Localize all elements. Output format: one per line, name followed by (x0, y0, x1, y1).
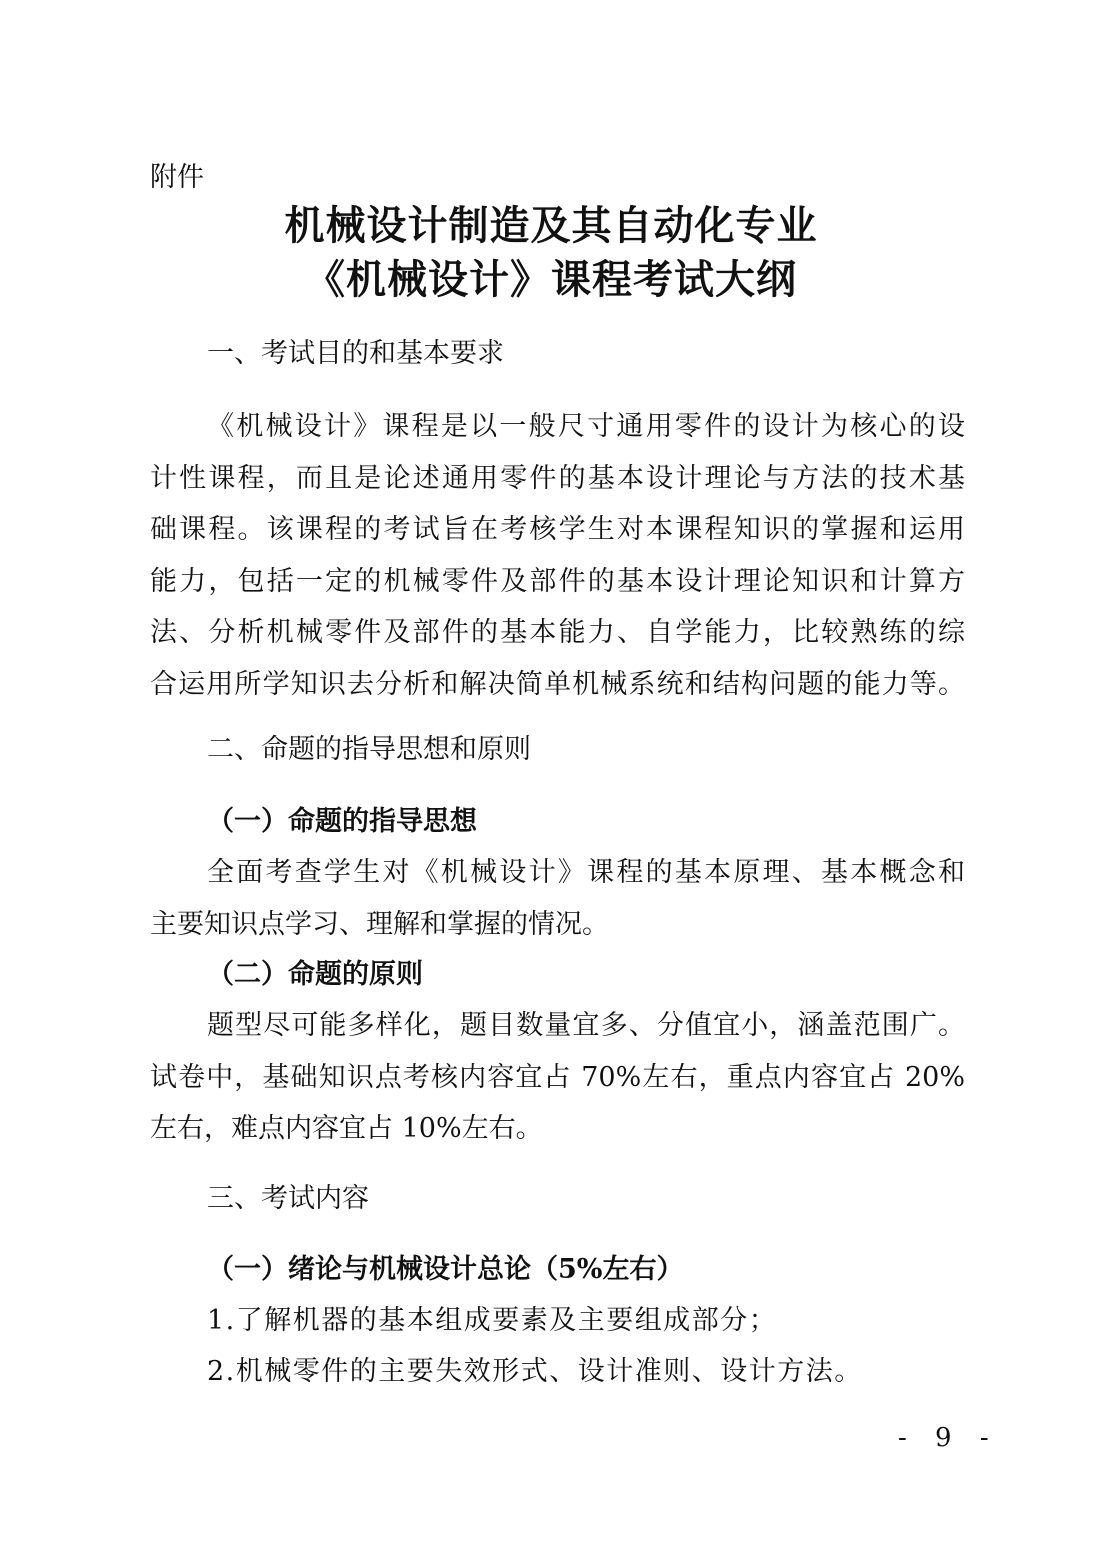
section-1-paragraph (150, 401, 965, 710)
section-2-heading: 二、命题的指导思想和原则 (207, 734, 531, 765)
list-item: 2.机械零件的主要失效形式、设计准则、设计方法。 (207, 1356, 863, 1387)
section-3-heading: 三、考试内容 (207, 1183, 369, 1214)
section-2-sub-2-heading: （二）命题的原则 (207, 959, 423, 990)
document-title-line-2: 《机械设计》课程考试大纲 (305, 256, 797, 303)
paragraph-line: 试卷中，基础知识点考核内容宜占 70%左右，重点内容宜占 20% (150, 1061, 965, 1093)
page-number: - 9 - (898, 1423, 999, 1453)
paragraph-line: 计性课程，而且是论述通用零件的基本设计理论与方法的技术基 (150, 462, 965, 494)
attachment-label: 附件 (150, 162, 204, 193)
section-2-sub-2-paragraph (150, 1000, 965, 1155)
document-title-line-1: 机械设计制造及其自动化专业 (284, 202, 818, 249)
paragraph-line: 主要知识点学习、理解和掌握的情况。 (150, 908, 609, 940)
paragraph-line: 题型尽可能多样化，题目数量宜多、分值宜小，涵盖范围广。 (207, 1010, 965, 1041)
paragraph-line: 法、分析机械零件及部件的基本能力、自学能力，比较熟练的综 (150, 617, 965, 648)
section-1-heading: 一、考试目的和基本要求 (207, 338, 504, 369)
paragraph-line: 础课程。该课程的考试旨在考核学生对本课程知识的掌握和运用 (150, 514, 965, 545)
paragraph-line: 能力，包括一定的机械零件及部件的基本设计理论知识和计算方 (150, 565, 965, 597)
section-2-sub-1-paragraph (150, 847, 965, 950)
paragraph-line: 全面考查学生对《机械设计》课程的基本原理、基本概念和 (207, 857, 965, 888)
section-2-sub-1-heading: （一）命题的指导思想 (207, 806, 477, 837)
section-3-sub-1-heading: （一）绪论与机械设计总论（5%左右） (207, 1254, 684, 1285)
list-item: 1.了解机器的基本组成要素及主要组成部分； (207, 1305, 778, 1336)
paragraph-line: 合运用所学知识去分析和解决简单机械系统和结构问题的能力等。 (150, 668, 965, 700)
paragraph-line: 左右，难点内容宜占 10%左右。 (150, 1113, 543, 1144)
paragraph-line: 《机械设计》课程是以一般尺寸通用零件的设计为核心的设 (207, 411, 965, 442)
